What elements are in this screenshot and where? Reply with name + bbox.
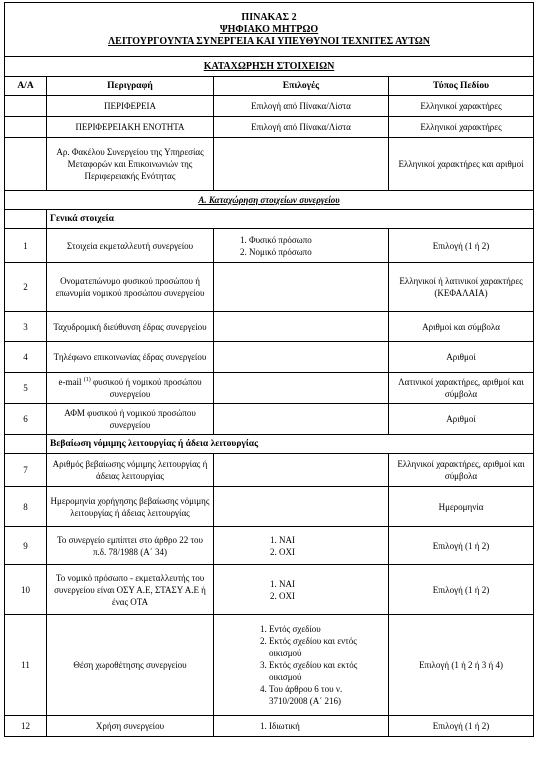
registry-table: [4, 2, 534, 737]
options-cell: 1. ΝΑΙ 2. ΟΧΙ: [214, 565, 389, 615]
options-cell: 1. ΝΑΙ 2. ΟΧΙ: [214, 527, 389, 565]
col-aa: Α/Α: [5, 77, 47, 96]
table-row: 6 ΑΦΜ φυσικού ή νομικού προσώπου συνεργείου Αριθμοί: [5, 404, 534, 435]
table-row: 2 Ονοματεπώνυμο φυσικού προσώπου ή επωνυμία νομικού προσώπου συνεργείου Ελληνικοί ή λατινικοί χαρακτήρες (ΚΕΦΑΛΑΙΑ): [5, 263, 534, 312]
table-row: 12 Χρήση συνεργείου 1. Ιδιωτική Επιλογή (1 ή 2): [5, 716, 534, 737]
table-row: Αρ. Φακέλου Συνεργείου της Υπηρεσίας Μεταφορών και Επικοινωνιών της Περιφερειακής Ενότητας Ελληνικοί χαρακτήρες και αριθμοί: [5, 138, 534, 191]
section-a-title: Α. Καταχώρηση στοιχείων συνεργείου: [5, 191, 534, 210]
col-desc: Περιγραφή: [47, 77, 214, 96]
section-title: ΚΑΤΑΧΩΡΗΣΗ ΣΤΟΙΧΕΙΩΝ: [5, 57, 534, 77]
email-desc: e-mail $^{(1)}$ φυσικού ή νομικού προσώπου συνεργείου: [47, 373, 214, 404]
table-row: ΠΕΡΙΦΕΡΕΙΑΚΗ ΕΝΟΤΗΤΑ Επιλογή από Πίνακα/Λίστα Ελληνικοί χαρακτήρες: [5, 117, 534, 138]
table-row: ΠΕΡΙΦΕΡΕΙΑ Επιλογή από Πίνακα/Λίστα Ελληνικοί χαρακτήρες: [5, 96, 534, 117]
table-row: 4 Τηλέφωνο επικοινωνίας έδρας συνεργείου Αριθμοί: [5, 342, 534, 373]
col-type: Τύπος Πεδίου: [389, 77, 534, 96]
table-row: 9 Το συνεργείο εμπίπτει στο άρθρο 22 του π.δ. 78/1988 (Α΄ 34) 1. ΝΑΙ 2. ΟΧΙ Επιλογή (1 ή 2): [5, 527, 534, 565]
table-row: 11 Θέση χωροθέτησης συνεργείου 1. Εντός σχεδίου 2. Εκτός σχεδίου και εντός οικισμού 3. Εκτός σχεδίου και εκτός οικισμού 4. Του άρθρου 6 του ν. 3710/2008 (Α΄ 216) Επιλογή (1 ή 2 ή 3 ή 4): [5, 615, 534, 716]
group-general: Γενικά στοιχεία: [47, 210, 534, 229]
header-line2: ΨΗΦΙΑΚΟ ΜΗΤΡΩΟ: [219, 23, 319, 35]
table-row: 5 e-mail $^{(1)}$ φυσικού ή νομικού προσώπου συνεργείου Λατινικοί χαρακτήρες, αριθμοί και σύμβολα: [5, 373, 534, 404]
group-license: Βεβαίωση νόμιμης λειτουργίας ή άδεια λειτουργίας: [47, 435, 534, 454]
table-row: 3 Ταχυδρομική διεύθυνση έδρας συνεργείου Αριθμοί και σύμβολα: [5, 312, 534, 342]
col-opts: Επιλογές: [214, 77, 389, 96]
options-cell: 1. Φυσικό πρόσωπο 2. Νομικό πρόσωπο: [214, 229, 389, 263]
table-row: 1 Στοιχεία εκμεταλλευτή συνεργείου 1. Φυσικό πρόσωπο 2. Νομικό πρόσωπο Επιλογή (1 ή 2): [5, 229, 534, 263]
options-cell: 1. Εντός σχεδίου 2. Εκτός σχεδίου και εντός οικισμού 3. Εκτός σχεδίου και εκτός οικισμού 4. Του άρθρου 6 του ν. 3710/2008 (Α΄ 216): [214, 615, 389, 716]
table-header: [5, 3, 534, 57]
options-cell: 1. Ιδιωτική: [214, 716, 389, 737]
header-line3: ΛΕΙΤΟΥΡΓΟΥΝΤΑ ΣΥΝΕΡΓΕΙΑ ΚΑΙ ΥΠΕΥΘΥΝΟΙ ΤΕΧΝΙΤΕΣ ΑΥΤΩΝ: [108, 35, 431, 47]
table-row: 8 Ημερομηνία χορήγησης βεβαίωσης νόμιμης λειτουργίας ή άδειας λειτουργίας Ημερομηνία: [5, 487, 534, 527]
table-row: 10 Το νομικό πρόσωπο - εκμεταλλευτής του συνεργείου είναι ΟΣΥ Α.Ε, ΣΤΑΣΥ Α.Ε ή ένας ΟΤΑ 1. ΝΑΙ 2. ΟΧΙ Επιλογή (1 ή 2): [5, 565, 534, 615]
header-line1: ΠΙΝΑΚΑΣ 2: [241, 11, 297, 23]
table-row: 7 Αριθμός βεβαίωσης νόμιμης λειτουργίας ή άδειας λειτουργίας Ελληνικοί χαρακτήρες, αριθμοί και σύμβολα: [5, 454, 534, 487]
